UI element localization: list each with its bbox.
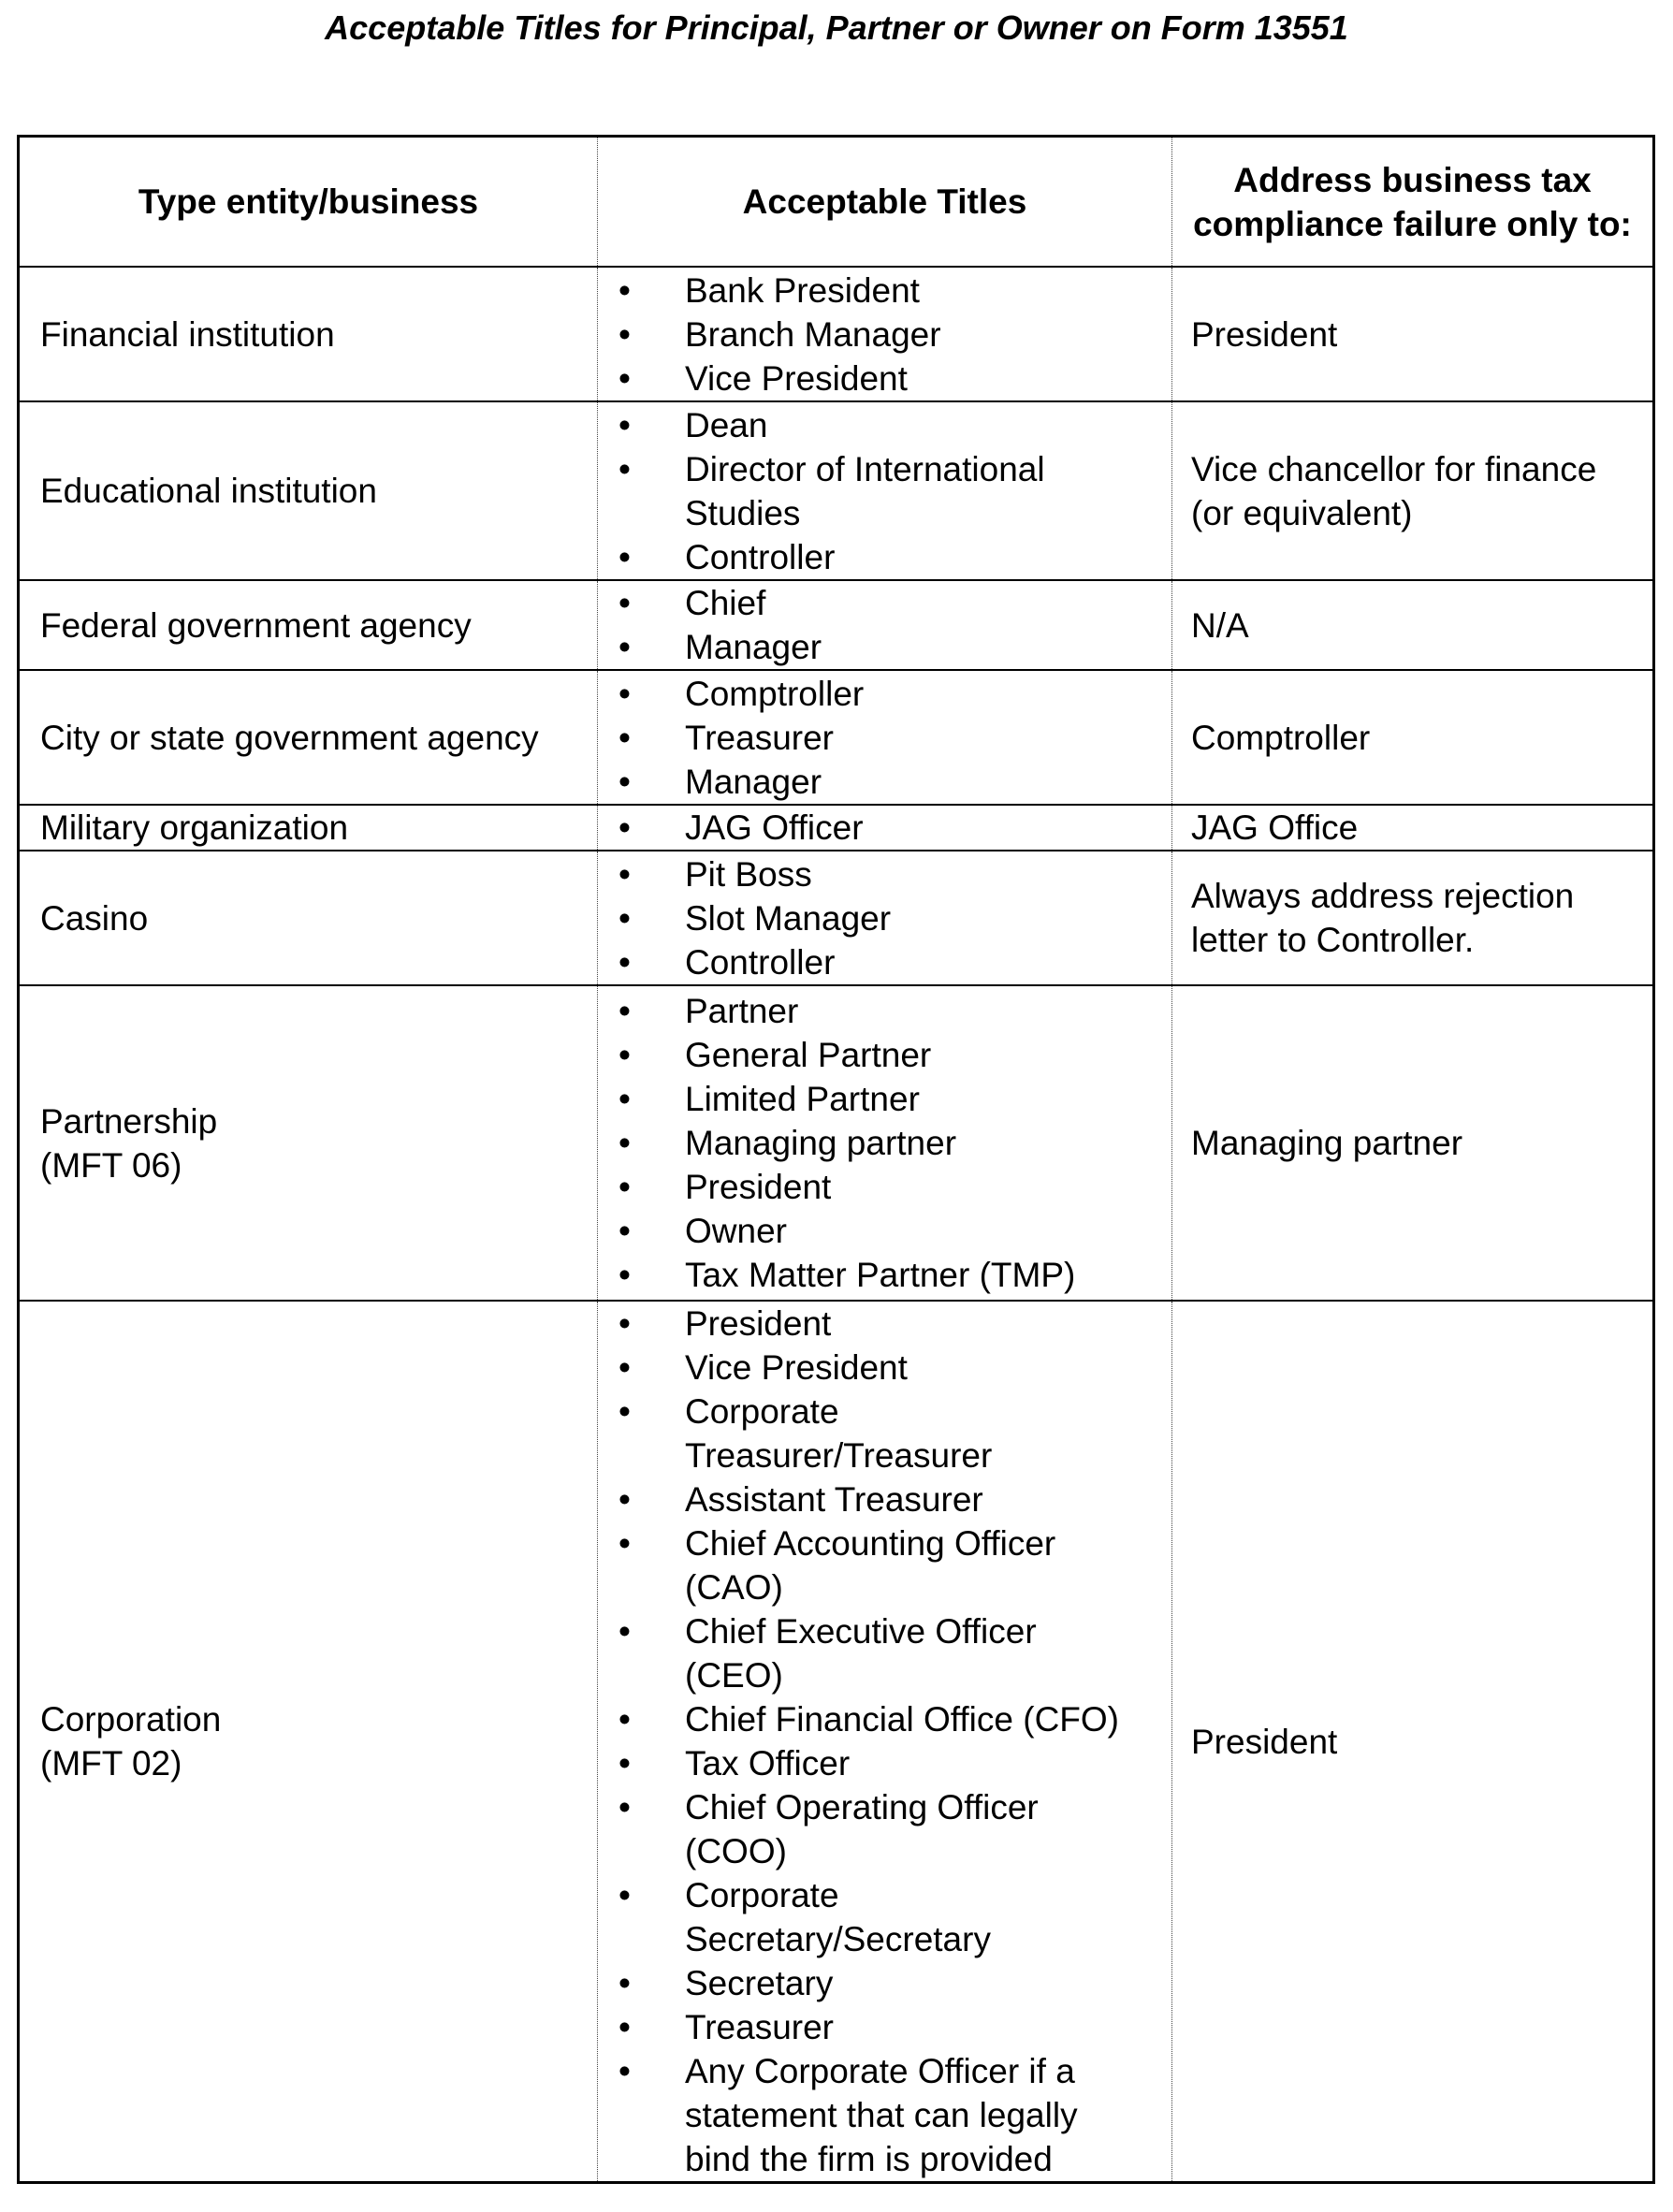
titles-list	[598, 269, 1171, 400]
header-titles: Acceptable Titles	[598, 137, 1172, 268]
title-item: • Secretary	[598, 1961, 1171, 2005]
address-to: Always address rejection letter to Controller.	[1172, 851, 1654, 985]
titles-cell	[598, 985, 1172, 1301]
titles-list	[598, 806, 1171, 850]
table-row	[19, 670, 1654, 805]
table-row	[19, 580, 1654, 670]
title-item: • President	[598, 1302, 1171, 1346]
title-item: • Comptroller	[598, 672, 1171, 716]
title-item: • Partner	[598, 989, 1171, 1033]
entity-type: Corporation (MFT 02)	[19, 1301, 598, 2183]
title-item: • Corporate Treasurer/Treasurer	[598, 1390, 1171, 1477]
title-item: • Controller	[598, 535, 1171, 579]
title-item: • JAG Officer	[598, 806, 1171, 850]
titles-list	[598, 852, 1171, 984]
address-to: N/A	[1172, 580, 1654, 670]
title-item: • Owner	[598, 1209, 1171, 1253]
titles-cell	[598, 267, 1172, 401]
title-item: • Chief Financial Office (CFO)	[598, 1697, 1171, 1741]
table-row	[19, 267, 1654, 401]
title-item: • Chief Executive Officer (CEO)	[598, 1609, 1171, 1697]
entity-type: Federal government agency	[19, 580, 598, 670]
title-item: • Director of International Studies	[598, 447, 1171, 535]
title-item: • Corporate Secretary/Secretary	[598, 1873, 1171, 1961]
title-item: • Managing partner	[598, 1121, 1171, 1165]
title-item: • Vice President	[598, 357, 1171, 400]
title-item: • Chief	[598, 581, 1171, 625]
table-row	[19, 401, 1654, 580]
titles-list	[598, 581, 1171, 669]
entity-type: Partnership (MFT 06)	[19, 985, 598, 1301]
title-item: • Treasurer	[598, 2005, 1171, 2049]
titles-cell	[598, 580, 1172, 670]
titles-list	[598, 403, 1171, 579]
title-item: • General Partner	[598, 1033, 1171, 1077]
entity-type: Educational institution	[19, 401, 598, 580]
title-item: • Chief Accounting Officer (CAO)	[598, 1521, 1171, 1609]
title-item: • Pit Boss	[598, 852, 1171, 896]
table-row	[19, 851, 1654, 985]
header-type: Type entity/business	[19, 137, 598, 268]
title-item: • Manager	[598, 625, 1171, 669]
entity-type: Financial institution	[19, 267, 598, 401]
title-item: • Chief Operating Officer (COO)	[598, 1785, 1171, 1873]
table-row	[19, 985, 1654, 1301]
titles-cell	[598, 805, 1172, 851]
title-item: • Vice President	[598, 1346, 1171, 1390]
title-item: • Tax Matter Partner (TMP)	[598, 1253, 1171, 1297]
title-item: • President	[598, 1165, 1171, 1209]
title-item: • Controller	[598, 940, 1171, 984]
address-to: Managing partner	[1172, 985, 1654, 1301]
titles-cell	[598, 1301, 1172, 2183]
address-to: President	[1172, 1301, 1654, 2183]
entity-type: Military organization	[19, 805, 598, 851]
table-row	[19, 805, 1654, 851]
title-item: • Branch Manager	[598, 313, 1171, 357]
titles-cell	[598, 670, 1172, 805]
titles-list	[598, 989, 1171, 1297]
title-item: • Dean	[598, 403, 1171, 447]
titles-cell	[598, 851, 1172, 985]
titles-list	[598, 1302, 1171, 2181]
entity-type: Casino	[19, 851, 598, 985]
header-address: Address business tax compliance failure only to:	[1172, 137, 1654, 268]
address-to: JAG Office	[1172, 805, 1654, 851]
titles-cell	[598, 401, 1172, 580]
title-item: • Bank President	[598, 269, 1171, 313]
table-row	[19, 1301, 1654, 2183]
title-item: • Limited Partner	[598, 1077, 1171, 1121]
address-to: President	[1172, 267, 1654, 401]
document-title: Acceptable Titles for Principal, Partner or Owner on Form 13551	[325, 8, 1348, 47]
entity-type: City or state government agency	[19, 670, 598, 805]
titles-list	[598, 672, 1171, 804]
title-item: • Any Corporate Officer if a statement that can legally bind the firm is provided	[598, 2049, 1171, 2181]
title-item: • Assistant Treasurer	[598, 1477, 1171, 1521]
title-item: • Slot Manager	[598, 896, 1171, 940]
address-to: Vice chancellor for finance (or equivalent)	[1172, 401, 1654, 580]
title-item: • Manager	[598, 760, 1171, 804]
address-to: Comptroller	[1172, 670, 1654, 805]
header-row	[19, 137, 1654, 268]
acceptable-titles-table	[17, 135, 1655, 2184]
title-item: • Tax Officer	[598, 1741, 1171, 1785]
title-item: • Treasurer	[598, 716, 1171, 760]
